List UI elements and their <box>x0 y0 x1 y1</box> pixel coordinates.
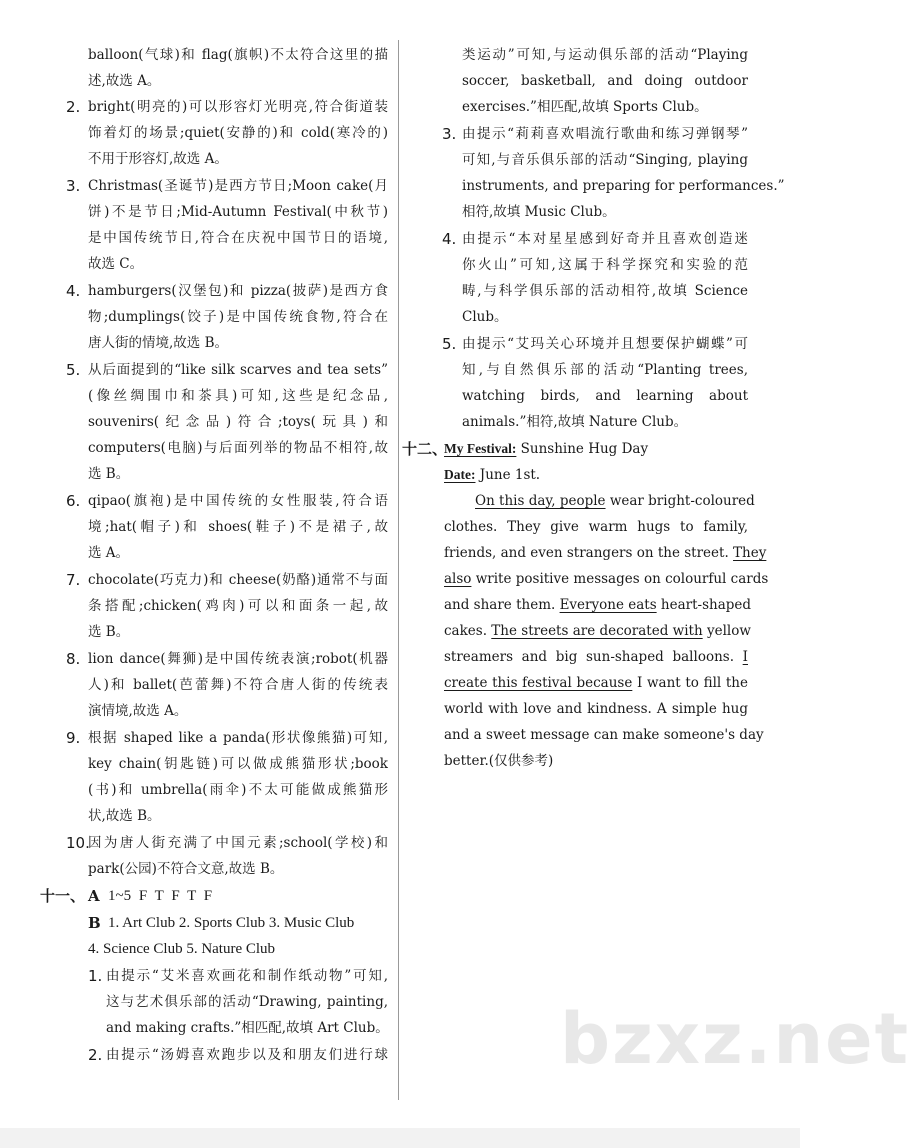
highlight: I <box>742 649 748 665</box>
essay-line: and a sweet message can make someone's day <box>444 727 764 743</box>
item-number: 3. <box>66 177 81 195</box>
part-b-label: B <box>88 914 101 932</box>
text-line: chocolate(巧克力)和 cheese(奶酪)通常不与面 <box>88 572 388 588</box>
item-number: 6. <box>66 492 81 510</box>
text-line: Club。 <box>462 309 508 325</box>
text-line: 由提示“本对星星感到好奇并且喜欢创造迷 <box>462 231 748 247</box>
text-line: 由提示“艾米喜欢画花和制作纸动物”可知, <box>106 968 388 984</box>
essay-line: clothes. They give warm hugs to family, <box>444 519 748 535</box>
section-number-11: 十一、 <box>40 887 86 905</box>
text-line: 是中国传统节日,符合在庆祝中国节日的语境, <box>88 230 388 246</box>
text: streamers and big sun-shaped balloons. <box>444 649 743 665</box>
festival-name: Sunshine Hug Day <box>520 441 649 457</box>
text-line: 选 B。 <box>88 466 130 482</box>
text-line: exercises.”相匹配,故填 Sports Club。 <box>462 99 708 115</box>
text-line: 从后面提到的“like silk scarves and tea sets” <box>88 362 388 378</box>
text-line: 条搭配;chicken(鸡肉)可以和面条一起,故 <box>88 598 388 614</box>
festival-label: My Festival: <box>444 441 517 456</box>
item-number: 4. <box>442 230 457 248</box>
item-number: 9. <box>66 729 81 747</box>
essay-line <box>444 570 769 590</box>
text-line: 由提示“汤姆喜欢跑步以及和朋友们进行球 <box>106 1047 388 1063</box>
text-line: and making crafts.”相匹配,故填 Art Club。 <box>106 1020 389 1036</box>
text-line: (像丝绸围巾和茶具)可知,这些是纪念品, <box>88 388 388 404</box>
essay-line: better.(仅供参考) <box>444 753 554 769</box>
highlight: On this day, people <box>475 493 606 509</box>
item-number: 5. <box>442 335 457 353</box>
text-line: 不用于形容灯,故选 A。 <box>88 151 228 167</box>
text-line: animals.”相符,故填 Nature Club。 <box>462 414 688 430</box>
text-line: bright(明亮的)可以形容灯光明亮,符合街道装 <box>88 99 388 115</box>
text-line: 人)和 ballet(芭蕾舞)不符合唐人街的传统表 <box>88 677 388 693</box>
text-line: 故选 C。 <box>88 256 144 272</box>
text-line: 你火山”可知,这属于科学探究和实验的范 <box>462 257 748 273</box>
text-line: 由提示“莉莉喜欢唱流行歌曲和练习弹钢琴” <box>462 126 748 142</box>
part-a-answers: 1~5 F T F T F <box>108 888 213 904</box>
text-line: computers(电脑)与后面列举的物品不相符,故 <box>88 440 388 456</box>
highlight: also <box>444 571 472 587</box>
text-line: lion dance(舞狮)是中国传统表演;robot(机器 <box>88 651 388 667</box>
text-line: 类运动”可知,与运动俱乐部的活动“Playing <box>462 47 748 63</box>
essay-line <box>475 492 755 512</box>
text-line: 选 A。 <box>88 545 130 561</box>
text: and share them. <box>444 597 560 613</box>
text-line: 境;hat(帽子)和 shoes(鞋子)不是裙子,故 <box>88 519 388 535</box>
text-line: watching birds, and learning about <box>462 388 748 404</box>
text-line: 根据 shaped like a panda(形状像熊猫)可知, <box>88 730 388 746</box>
item-number: 4. <box>66 282 81 300</box>
text: heart-shaped <box>656 597 752 613</box>
highlight: Everyone eats <box>559 597 657 613</box>
text-line: 饼)不是节日;Mid-Autumn Festival(中秋节) <box>88 204 388 220</box>
text: write positive messages on colourful cards <box>471 571 769 587</box>
text-line: 这与艺术俱乐部的活动“Drawing, painting, <box>106 994 388 1010</box>
date-label: Date: <box>444 467 476 482</box>
item-number: 7. <box>66 571 81 589</box>
text-line: 因为唐人街充满了中国元素;school(学校)和 <box>88 835 388 851</box>
part-b-answers-line: 1. Art Club 2. Sports Club 3. Music Club <box>108 915 355 931</box>
date-heading <box>444 466 540 486</box>
item-number: 5. <box>66 361 81 379</box>
essay-line <box>444 674 748 694</box>
item-number: 3. <box>442 125 457 143</box>
text-line: instruments, and preparing for performances.” <box>462 178 785 194</box>
text: wear bright-coloured <box>605 493 755 509</box>
item-number: 8. <box>66 650 81 668</box>
page-bottom-strip <box>0 1128 800 1148</box>
text-line: 唐人街的情境,故选 B。 <box>88 335 229 351</box>
festival-heading <box>444 440 648 460</box>
text-line: souvenirs(纪念品)符合;toys(玩具)和 <box>88 414 388 430</box>
section-number-12: 十二、 <box>402 440 448 458</box>
text-line: 状,故选 B。 <box>88 808 161 824</box>
text-line: 述,故选 A。 <box>88 73 161 89</box>
highlight: The streets are decorated with <box>491 623 703 639</box>
item-number: 1. <box>88 967 103 985</box>
text: I want to fill the <box>632 675 748 691</box>
watermark: bzxz.net <box>560 998 910 1080</box>
text: friends, and even strangers on the street. <box>444 545 734 561</box>
text-line: 相符,故填 Music Club。 <box>462 204 616 220</box>
date-value: June 1st. <box>479 467 541 483</box>
text-line: 可知,与音乐俱乐部的活动“Singing, playing <box>462 152 748 168</box>
text-line: 畴,与科学俱乐部的活动相符,故填 Science <box>462 283 748 299</box>
text-line: park(公园)不符合文意,故选 B。 <box>88 861 284 877</box>
item-number: 2. <box>88 1046 103 1064</box>
highlight: create this festival because <box>444 675 633 691</box>
text-line: soccer, basketball, and doing outdoor <box>462 73 748 89</box>
text: yellow <box>702 623 751 639</box>
essay-line <box>444 544 767 564</box>
text-line: 物;dumplings(饺子)是中国传统食物,符合在 <box>88 309 388 325</box>
part-a-label: A <box>88 887 100 905</box>
text-line: balloon(气球)和 flag(旗帜)不太符合这里的描 <box>88 47 388 63</box>
item-number: 2. <box>66 98 81 116</box>
text-line: key chain(钥匙链)可以做成熊猫形状;book <box>88 756 388 772</box>
item-number: 10. <box>66 834 90 852</box>
text-line: 选 B。 <box>88 624 130 640</box>
text: cakes. <box>444 623 492 639</box>
text-line: qipao(旗袍)是中国传统的女性服装,符合语 <box>88 493 388 509</box>
text-line: 演情境,故选 A。 <box>88 703 188 719</box>
essay-line <box>444 596 752 616</box>
text-line: 由提示“艾玛关心环境并且想要保护蝴蝶”可 <box>462 336 748 352</box>
text-line: (书)和 umbrella(雨伞)不太可能做成熊猫形 <box>88 782 388 798</box>
essay-line <box>444 622 751 642</box>
text-line: 饰着灯的场景;quiet(安静的)和 cold(寒冷的) <box>88 125 388 141</box>
part-b-answers-line: 4. Science Club 5. Nature Club <box>88 941 276 957</box>
text-line: hamburgers(汉堡包)和 pizza(披萨)是西方食 <box>88 283 388 299</box>
essay-line <box>444 648 748 668</box>
highlight: They <box>733 545 767 561</box>
text-line: Christmas(圣诞节)是西方节日;Moon cake(月 <box>88 178 388 194</box>
text-line: 知,与自然俱乐部的活动“Planting trees, <box>462 362 748 378</box>
essay-line: world with love and kindness. A simple hug <box>444 701 748 717</box>
column-divider <box>398 40 399 1100</box>
